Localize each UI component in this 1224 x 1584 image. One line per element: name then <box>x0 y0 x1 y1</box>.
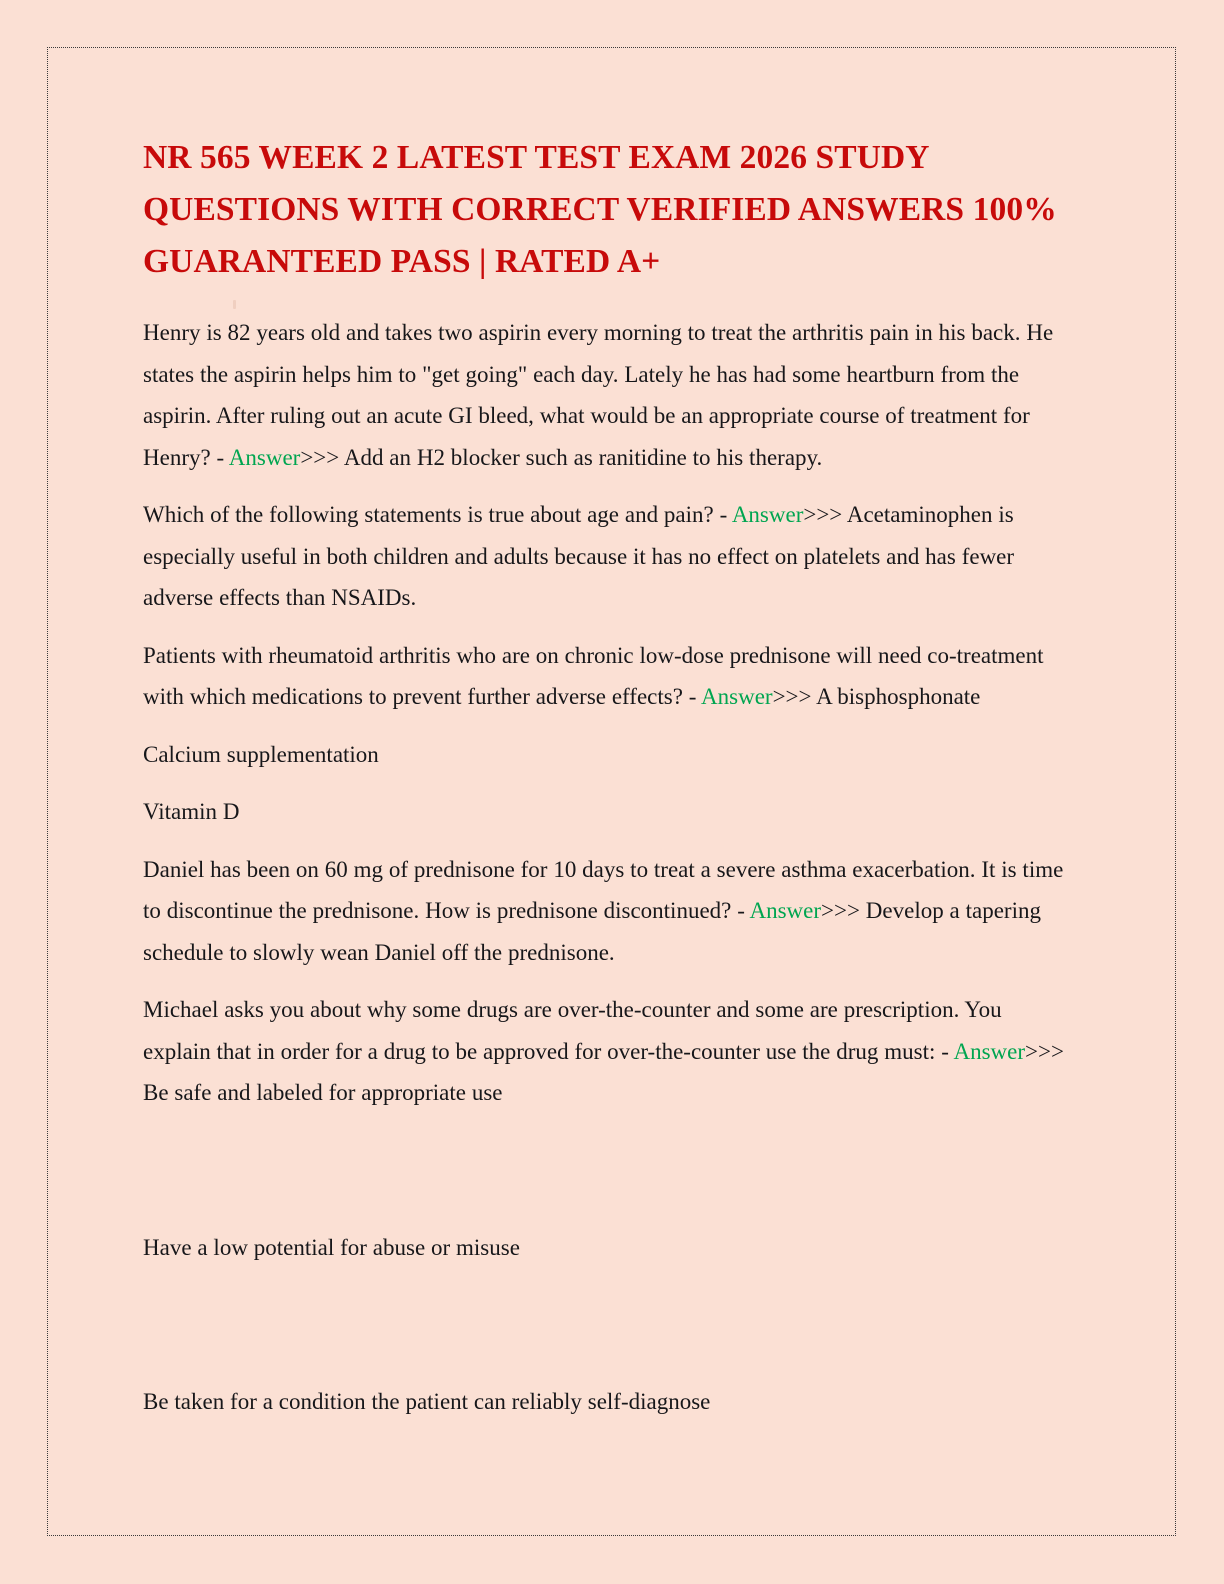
document-content <box>143 132 1068 1423</box>
answer-label-q1: Answer <box>228 444 301 470</box>
answer-label-q5: Answer <box>953 1038 1025 1064</box>
qa-paragraph-q4 <box>143 849 1068 974</box>
qa-paragraph-q2 <box>143 494 1068 619</box>
answer-label-q3: Answer <box>701 684 773 709</box>
spacer-large <box>143 1268 1068 1381</box>
answer-option-self-diagnose: Be taken for a condition the patient can reliably self-diagnose <box>143 1389 711 1414</box>
spacer <box>143 478 1068 494</box>
answer-option-calcium: Calcium supplementation <box>143 741 379 767</box>
answer-text-q2: Acetaminophen is especially useful in both children and adults because it has no effect on platelets and has fewer adverse effects than NSAIDs. <box>143 502 1015 610</box>
answer-text-q4: Develop a tapering schedule to slowly wean Daniel off the prednisone. <box>143 898 1041 965</box>
spacer <box>143 973 1068 989</box>
spacer-large <box>143 1114 1068 1227</box>
spacer <box>143 718 1068 734</box>
answer-label-q2: Answer <box>731 502 804 527</box>
qa-paragraph-q1 <box>143 312 1068 478</box>
answer-arrows-q3: >>> <box>772 684 812 709</box>
qa-paragraph-q3 <box>143 635 1068 718</box>
spacer <box>143 619 1068 635</box>
answer-text-q1: Add an H2 blocker such as ranitidine to his therapy. <box>339 444 823 470</box>
answer-text-q5: Be safe and labeled for appropriate use <box>143 1080 503 1105</box>
answer-arrows-q5: >>> <box>1025 1038 1064 1064</box>
question-text-q2: Which of the following statements is true about age and pain? - <box>143 502 732 527</box>
answer-option-low-abuse-potential: Have a low potential for abuse or misuse <box>143 1234 520 1260</box>
answer-text-q3: A bisphosphonate <box>811 684 981 709</box>
qa-paragraph-q5 <box>143 989 1068 1114</box>
answer-label-q4: Answer <box>749 898 822 923</box>
spacer <box>143 833 1068 849</box>
answer-arrows-q4: >>> <box>821 898 860 923</box>
question-text-q1: Henry is 82 years old and takes two aspirin every morning to treat the arthritis pain in his back. He states the aspirin helps him to "get going" each day. Lately he has had some heartburn from the aspirin. After ruling out an acute GI bleed, what would be an appropriate course of treatment for Henry? - <box>143 320 1054 470</box>
question-text-q4: Daniel has been on 60 mg of prednisone for 10 days to treat a severe asthma exacerbation. It is time to discontinue the prednisone. How is prednisone discontinued? - <box>143 856 1064 923</box>
spacer <box>143 775 1068 791</box>
answer-arrows-q1: >>> <box>300 444 340 470</box>
question-text-q3: Patients with rheumatoid arthritis who are on chronic low-dose prednisone will need co-treatment with which medications to prevent further adverse effects? - <box>143 642 1044 709</box>
answer-option-vitamin-d: Vitamin D <box>143 799 240 824</box>
page-title: NR 565 WEEK 2 LATEST TEST EXAM 2026 STUDY QUESTIONS WITH CORRECT VERIFIED ANSWERS 100% GUARANTEED PASS | RATED A+ <box>143 139 1057 280</box>
spacer <box>143 296 1068 312</box>
question-text-q5: Michael asks you about why some drugs are over-the-counter and some are prescription. You explain that in order for a drug to be approved for over-the-counter use the drug must: - <box>143 997 1002 1064</box>
scan-artifact-speck <box>233 300 236 309</box>
answer-arrows-q2: >>> <box>803 502 843 527</box>
